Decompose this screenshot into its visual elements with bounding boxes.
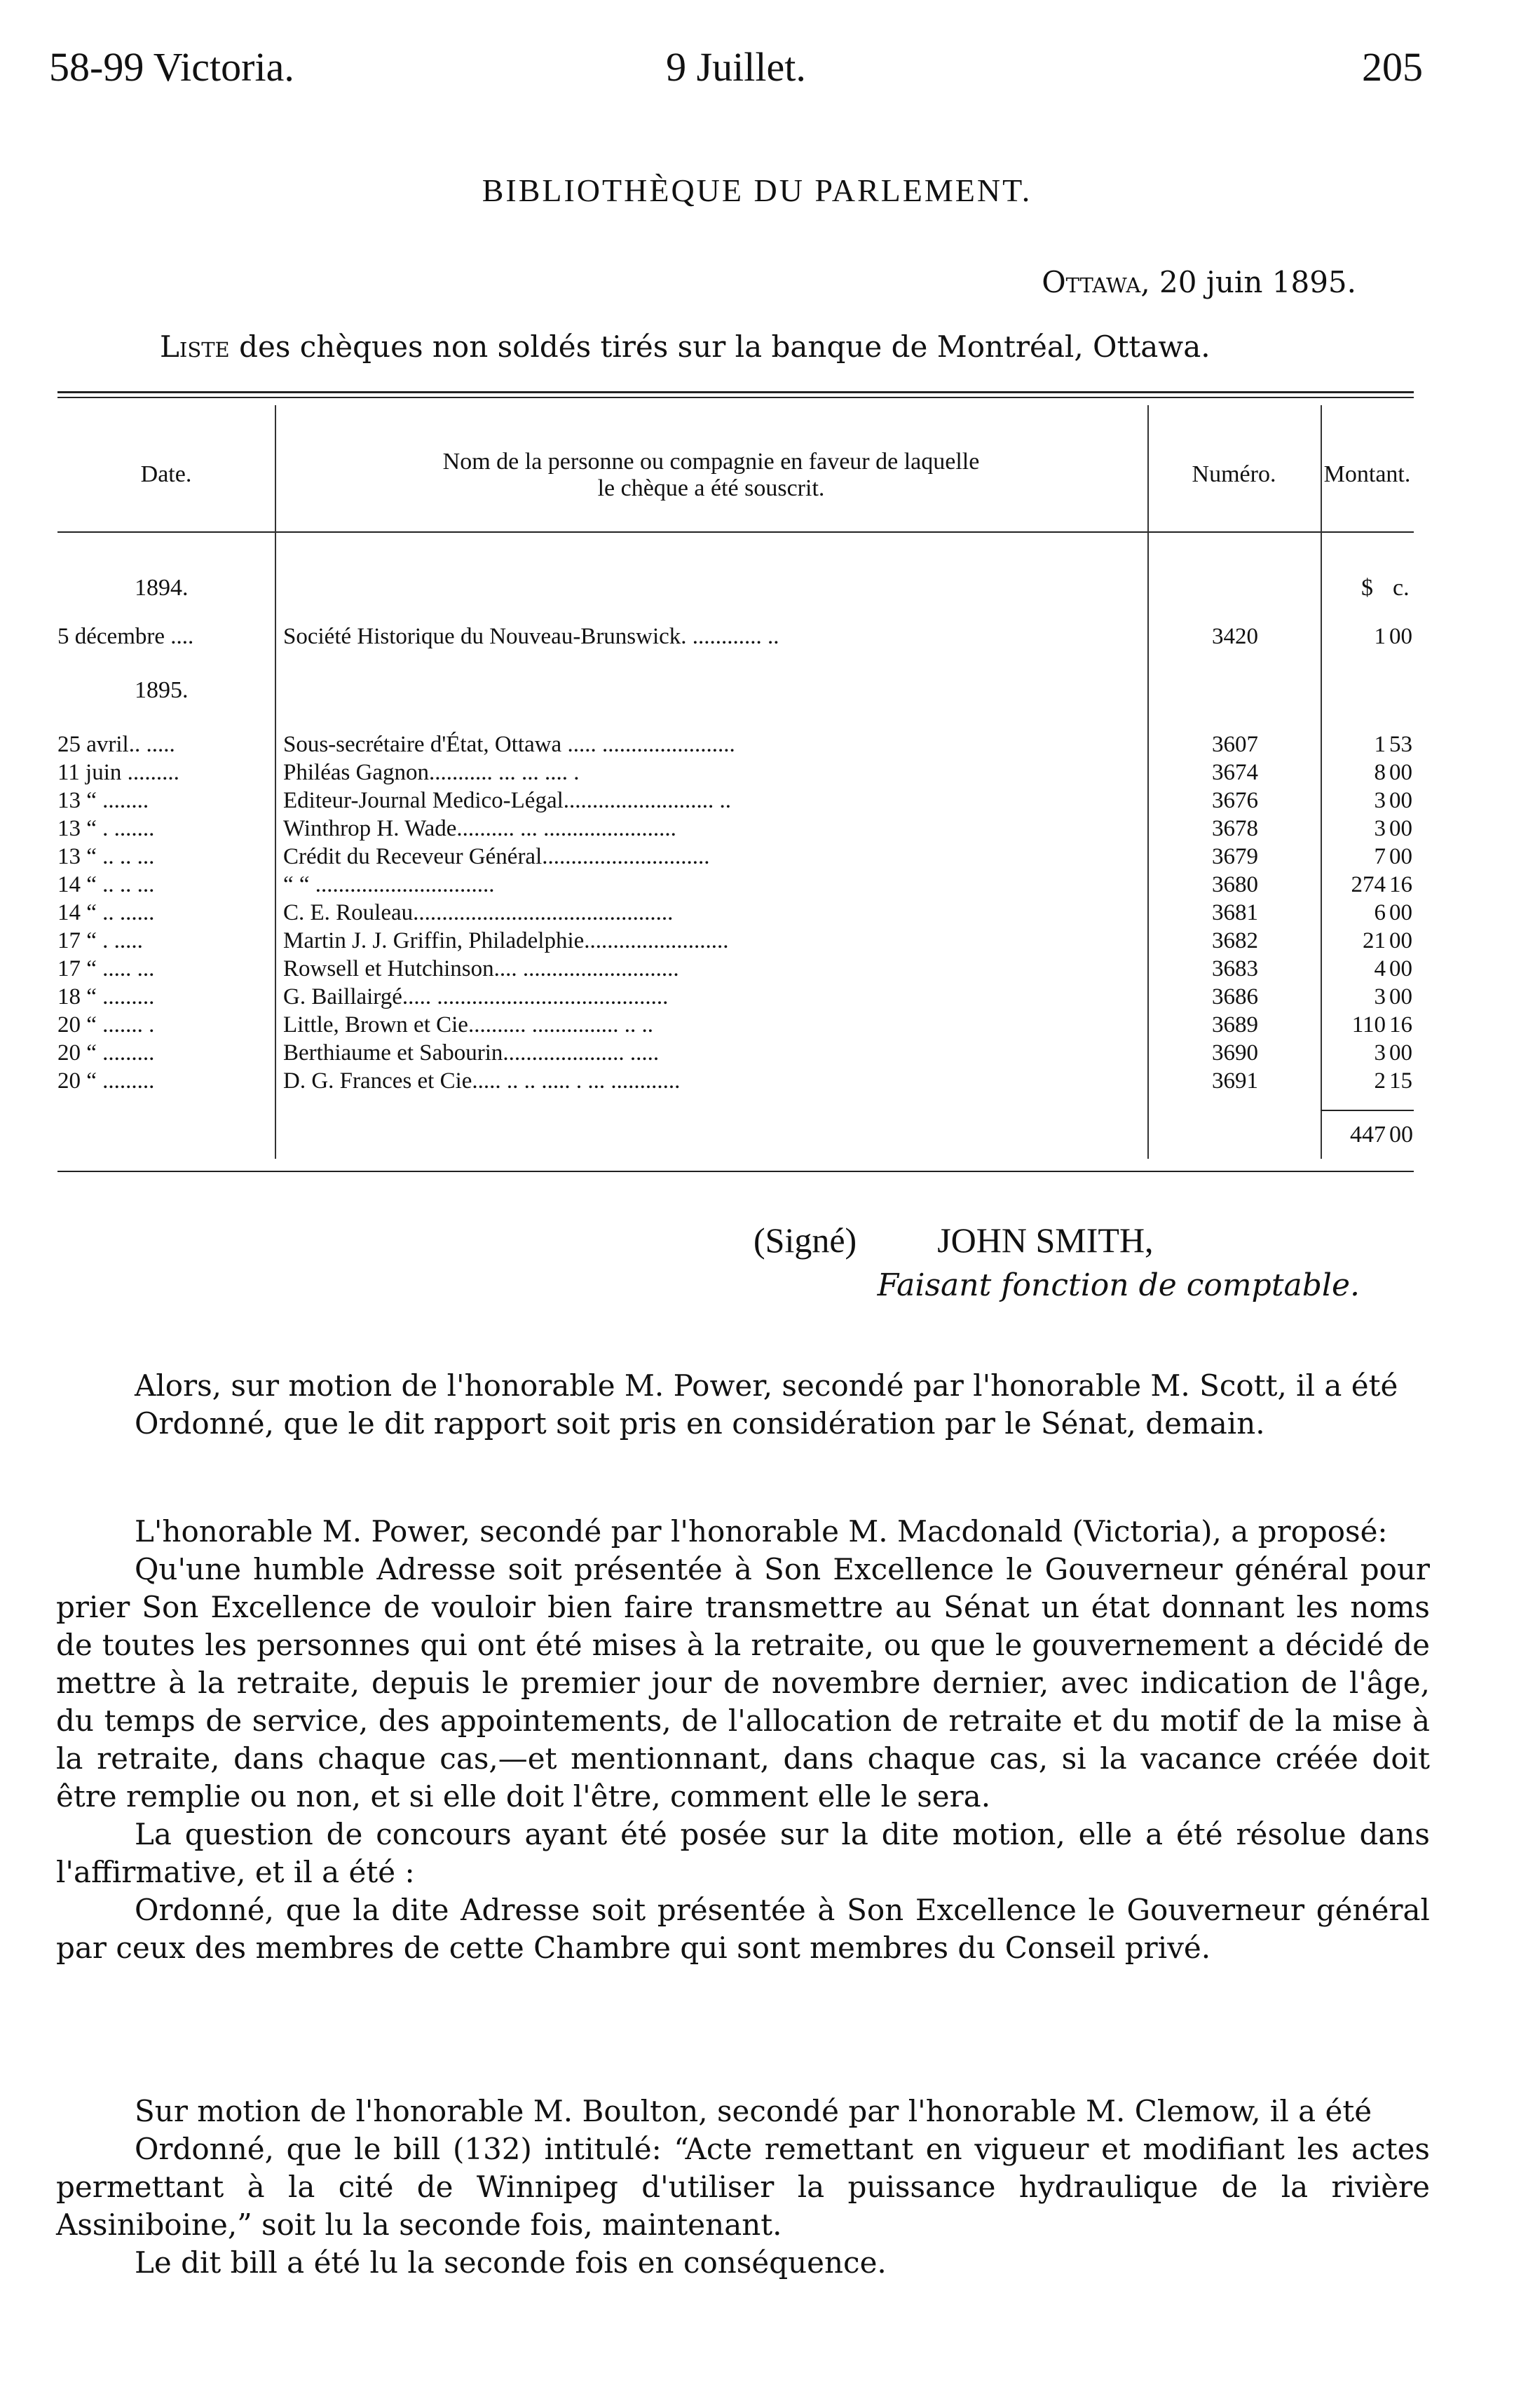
order-text: Ordonné, que le bill (132) intitulé: “Acte remettant en vigueur et modifiant les actes permettant à la cité de Winnipeg d'utiliser la puissance hydraulique de la rivière Assiniboine,” soit lu la seconde fois, maintenant. — [56, 2132, 1430, 2242]
row-cents: 00 — [1389, 984, 1412, 1009]
row-cents: 00 — [1389, 816, 1412, 841]
row-number: 3679 — [1212, 844, 1258, 869]
year-1894: 1894. — [135, 575, 189, 601]
row-name: Martin J. J. Griffin, Philadelphie......................... — [283, 928, 729, 953]
paragraph-report-motion — [56, 1367, 1430, 1443]
row-cents: 16 — [1389, 1012, 1412, 1038]
header-amount: Montant. — [1323, 461, 1411, 487]
row-dollars: 1 — [1374, 732, 1386, 757]
row-name: Winthrop H. Wade.......... ... ....................... — [283, 816, 676, 841]
signature-line — [753, 1220, 1154, 1260]
row-number: 3691 — [1212, 1068, 1258, 1094]
page-header — [49, 43, 1423, 100]
row-cents: 15 — [1389, 1068, 1412, 1094]
row-cents: 53 — [1389, 732, 1412, 757]
row-dollars: 3 — [1374, 816, 1386, 841]
row-date: 11 juin ......... — [57, 760, 179, 785]
total-dollars: 447 — [1350, 1122, 1386, 1148]
row-date: 13 “ . ....... — [57, 816, 155, 841]
row-number: 3674 — [1212, 760, 1258, 785]
order-text: Ordonné, que le dit rapport soit pris en considération par le Sénat, demain. — [135, 1406, 1265, 1441]
header-name-line2: le chèque a été souscrit. — [597, 475, 825, 501]
row-number: 3680 — [1212, 872, 1258, 897]
row-dollars: 8 — [1374, 760, 1386, 785]
row-date: 13 “ ........ — [57, 788, 149, 813]
row-cents: 00 — [1389, 928, 1412, 953]
row-name: Rowsell et Hutchinson.... ........................... — [283, 956, 679, 981]
row-cents: 00 — [1389, 900, 1412, 925]
table-row — [57, 983, 1414, 1011]
row-date: 20 “ ......... — [57, 1068, 155, 1094]
row-cents: 00 — [1389, 624, 1412, 649]
header-session: 58-99 Victoria. — [49, 44, 294, 90]
document-title: BIBLIOTHÈQUE DU PARLEMENT. — [482, 172, 1032, 208]
row-date: 14 “ .. ...... — [57, 900, 155, 925]
table-row — [57, 759, 1414, 787]
row-date: 20 “ ......... — [57, 1040, 155, 1066]
page-number: 205 — [1362, 44, 1423, 90]
row-number: 3607 — [1212, 732, 1258, 757]
row-number: 3686 — [1212, 984, 1258, 1009]
signatory-role: Faisant fonction de comptable. — [877, 1267, 1360, 1303]
row-date: 5 décembre .... — [57, 624, 194, 649]
signatory-name: JOHN SMITH, — [937, 1220, 1154, 1260]
row-name: Société Historique du Nouveau-Brunswick. ............ .. — [283, 624, 779, 649]
header-date: Date. — [140, 461, 192, 487]
motion-text: L'honorable M. Power, secondé par l'honorable M. Macdonald (Victoria), a proposé: — [135, 1514, 1388, 1549]
row-cents: 16 — [1389, 872, 1412, 897]
year-1895: 1895. — [135, 677, 189, 703]
header-name-line1: Nom de la personne ou compagnie en faveur de laquelle — [442, 449, 980, 475]
paragraph-address-motion — [56, 1513, 1430, 1967]
row-number: 3690 — [1212, 1040, 1258, 1066]
list-intro — [160, 329, 1210, 364]
table-top-rule-2 — [57, 397, 1414, 398]
cheques-table — [57, 391, 1414, 1183]
list-lead: Liste — [160, 329, 230, 364]
header-rule — [57, 531, 1414, 533]
reading-text: Le dit bill a été lu la seconde fois en conséquence. — [135, 2245, 887, 2280]
row-date: 20 “ ....... . — [57, 1012, 155, 1038]
table-row — [57, 1067, 1414, 1095]
row-number: 3682 — [1212, 928, 1258, 953]
row-name: Editeur-Journal Medico-Légal.......................... .. — [283, 788, 732, 813]
vote-text: La question de concours ayant été posée sur la dite motion, elle a été résolue dans l'affirmative, et il a été : — [56, 1817, 1430, 1889]
row-number: 3683 — [1212, 956, 1258, 981]
row-number: 3420 — [1212, 624, 1258, 649]
table-row — [57, 927, 1414, 955]
row-name: Philéas Gagnon........... ... ... .... . — [283, 760, 580, 785]
row-name: G. Baillairgé..... ........................................ — [283, 984, 669, 1009]
row-name: Sous-secrétaire d'État, Ottawa ..... ....................... — [283, 732, 735, 757]
paragraph-bill-motion — [56, 2093, 1430, 2282]
row-dollars: 6 — [1374, 900, 1386, 925]
row-cents: 00 — [1389, 844, 1412, 869]
row-dollars: 1 — [1374, 624, 1386, 649]
row-name: “ “ ............................... — [283, 872, 495, 897]
row-name: Little, Brown et Cie.......... ............... .. .. — [283, 1012, 653, 1038]
place-name: Ottawa — [1042, 265, 1141, 299]
row-cents: 00 — [1389, 1040, 1412, 1066]
row-date: 18 “ ......... — [57, 984, 155, 1009]
motion-text: Alors, sur motion de l'honorable M. Power, secondé par l'honorable M. Scott, il a été — [135, 1368, 1398, 1403]
row-dollars: 3 — [1374, 1040, 1386, 1066]
row-dollars: 3 — [1374, 984, 1386, 1009]
table-row — [57, 1039, 1414, 1067]
table-row — [57, 843, 1414, 871]
row-number: 3689 — [1212, 1012, 1258, 1038]
cents-sign: c. — [1393, 575, 1410, 601]
table-top-rule — [57, 391, 1414, 393]
table-row — [57, 787, 1414, 815]
list-intro-text: des chèques non soldés tirés sur la banque de Montréal, Ottawa. — [229, 329, 1210, 364]
row-date: 25 avril.. ..... — [57, 732, 175, 757]
place-date — [1042, 265, 1356, 299]
row-dollars: 4 — [1374, 956, 1386, 981]
row-dollars: 2 — [1374, 1068, 1386, 1094]
row-date: 13 “ .. .. ... — [57, 844, 155, 869]
table-row — [57, 730, 1414, 759]
row-cents: 00 — [1389, 956, 1412, 981]
row-date: 14 “ .. .. ... — [57, 872, 155, 897]
row-date: 17 “ ..... ... — [57, 956, 155, 981]
header-date: 9 Juillet. — [666, 44, 806, 90]
table-row — [57, 899, 1414, 927]
total-cents: 00 — [1389, 1122, 1413, 1148]
motion-text: Sur motion de l'honorable M. Boulton, secondé par l'honorable M. Clemow, il a été — [135, 2094, 1372, 2128]
row-cents: 00 — [1389, 760, 1412, 785]
row-number: 3676 — [1212, 788, 1258, 813]
header-name — [275, 449, 1147, 502]
row-date: 17 “ . ..... — [57, 928, 143, 953]
table-row — [57, 871, 1414, 899]
table-row — [57, 815, 1414, 843]
row-name: Crédit du Receveur Général............................. — [283, 844, 710, 869]
row-dollars: 110 — [1351, 1012, 1386, 1038]
total-rule — [1321, 1110, 1414, 1111]
dollar-sign: $ — [1361, 575, 1373, 601]
row-number: 3678 — [1212, 816, 1258, 841]
date-text: , 20 juin 1895. — [1140, 265, 1356, 299]
row-dollars: 3 — [1374, 788, 1386, 813]
address-text: Qu'une humble Adresse soit présentée à Son Excellence le Gouverneur général pour prier Son Excellence de vouloir bien faire transmettre au Sénat un état donnant les noms de toutes les personnes qui ont été mises à la retraite, ou que le gouvernement a décidé de mettre à la retraite, depuis le premier jour de novembre dernier, avec indication de l'âge, du temps de service, des appointements, de l'allocation de retraite et du motif de la mise à la retraite, dans chaque cas,—et mentionnant, dans chaque cas, si la vacance créée doit être remplie ou non, et si elle doit l'être, comment elle le sera. — [56, 1552, 1430, 1814]
row-dollars: 21 — [1363, 928, 1386, 953]
signed-label: (Signé) — [753, 1220, 857, 1260]
header-number: Numéro. — [1192, 461, 1276, 487]
row-name: D. G. Frances et Cie..... .. .. ..... . ... ............ — [283, 1068, 681, 1094]
row-number: 3681 — [1212, 900, 1258, 925]
row-dollars: 7 — [1374, 844, 1386, 869]
order-text: Ordonné, que la dite Adresse soit présentée à Son Excellence le Gouverneur général par ceux des membres de cette Chambre qui sont membres du Conseil privé. — [56, 1893, 1430, 1965]
table-row — [57, 623, 1414, 651]
row-cents: 00 — [1389, 788, 1412, 813]
row-dollars: 274 — [1351, 872, 1386, 897]
row-name: Berthiaume et Sabourin..................... ..... — [283, 1040, 660, 1066]
table-bottom-rule — [57, 1171, 1414, 1172]
row-name: C. E. Rouleau............................................. — [283, 900, 674, 925]
table-row — [57, 955, 1414, 983]
table-row — [57, 1011, 1414, 1039]
